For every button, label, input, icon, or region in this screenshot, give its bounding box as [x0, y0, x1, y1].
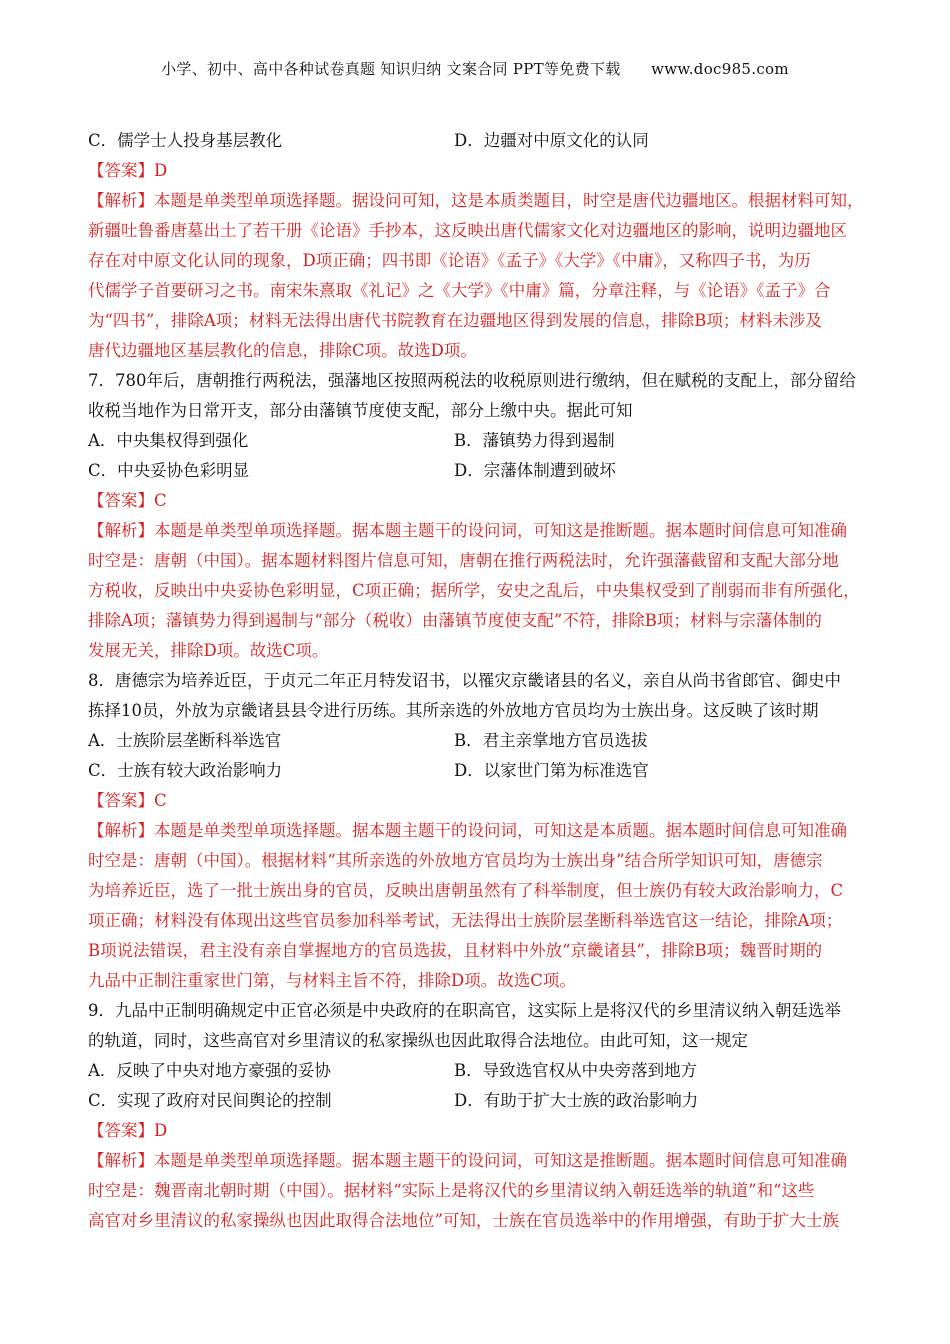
analysis-line: 【解析】本题是单类型单项选择题。据设问可知，这是本质类题目，时空是唐代边疆地区。根据材料可知， — [88, 191, 864, 210]
analysis-line: 存在对中原文化认同的现象，D项正确；四书即《论语》《孟子》《大学》《中庸》，又称四子书，为历 — [88, 251, 811, 270]
analysis-line: 【解析】本题是单类型单项选择题。据本题主题干的设问词，可知这是本质题。据本题时间信息可知准确 — [88, 821, 847, 840]
q7-answer: 【答案】C — [88, 491, 167, 510]
q8-option-c: C．士族有较大政治影响力 — [88, 761, 283, 780]
q7-analysis — [88, 516, 868, 666]
analysis-line: 时空是：魏晋南北朝时期（中国）。据材料“实际上是将汉代的乡里清议纳入朝廷选举的轨道”和“这些 — [88, 1181, 815, 1200]
analysis-line: 九品中正制注重家世门第，与材料主旨不符，排除D项。故选C项。 — [88, 971, 576, 990]
q6-answer: 【答案】D — [88, 161, 168, 180]
q7-options-row — [88, 426, 868, 456]
q6-option-c: C．儒学士人投身基层教化 — [88, 131, 283, 150]
analysis-line: 代儒学子首要研习之书。南宋朱熹取《礼记》之《大学》《中庸》篇，分章注释，与《论语》《孟子》合 — [88, 281, 831, 300]
analysis-line: 【解析】本题是单类型单项选择题。据本题主题干的设问词，可知这是推断题。据本题时间信息可知准确 — [88, 1151, 847, 1170]
analysis-line: 为“四书”，排除A项；材料无法得出唐代书院教育在边疆地区得到发展的信息，排除B项；材料未涉及 — [88, 311, 822, 330]
analysis-line: 发展无关，排除D项。故选C项。 — [88, 641, 329, 660]
document-body — [88, 126, 868, 1236]
stem-line: 7．780年后，唐朝推行两税法，强藩地区按照两税法的收税原则进行缴纳，但在赋税的支配上，部分留给 — [88, 371, 856, 390]
analysis-line: B项说法错误，君主没有亲自掌握地方的官员选拔，且材料中外放“京畿诸县”，排除B项；魏晋时期的 — [88, 941, 823, 960]
q9-options-row — [88, 1086, 868, 1116]
q8-option-b: B．君主亲掌地方官员选拔 — [454, 731, 648, 750]
q9-option-b: B．导致选官权从中央旁落到地方 — [454, 1061, 698, 1080]
stem-line: 拣择10员，外放为京畿诸县县令进行历练。其所亲选的外放地方官员均为士族出身。这反映了该时期 — [88, 701, 819, 720]
analysis-line: 时空是：唐朝（中国）。据本题材料图片信息可知，唐朝在推行两税法时，允许强藩截留和支配大部分地 — [88, 551, 839, 570]
q9-stem — [88, 996, 868, 1056]
q8-options-row — [88, 756, 868, 786]
q9-option-c: C．实现了政府对民间舆论的控制 — [88, 1091, 332, 1110]
analysis-line: 新疆吐鲁番唐墓出土了若干册《论语》手抄本，这反映出唐代儒家文化对边疆地区的影响，说明边疆地区 — [88, 221, 847, 240]
analysis-line: 高官对乡里清议的私家操纵也因此取得合法地位”可知，士族在官员选举中的作用增强，有助于扩大士族 — [88, 1211, 839, 1230]
q9-options-row — [88, 1056, 868, 1086]
stem-line: 的轨道，同时，这些高官对乡里清议的私家操纵也因此取得合法地位。由此可知，这一规定 — [88, 1031, 748, 1050]
page-header: 小学、初中、高中各种试卷真题 知识归纳 文案合同 PPT等免费下载 www.doc985.com — [161, 60, 789, 78]
analysis-line: 方税收，反映出中央妥协色彩明显，C项正确；据所学，安史之乱后，中央集权受到了削弱而非有所强化， — [88, 581, 860, 600]
q9-answer: 【答案】D — [88, 1121, 168, 1140]
q8-answer: 【答案】C — [88, 791, 167, 810]
q7-option-d: D．宗藩体制遭到破坏 — [454, 461, 616, 480]
q6-analysis — [88, 186, 868, 366]
analysis-line: 排除A项；藩镇势力得到遏制与“部分（税收）由藩镇节度使支配”不符，排除B项；材料与宗藩体制的 — [88, 611, 822, 630]
q6-option-d: D．边疆对中原文化的认同 — [454, 131, 649, 150]
q8-option-d: D．以家世门第为标准选官 — [454, 761, 649, 780]
stem-line: 8．唐德宗为培养近臣，于贞元二年正月特发诏书，以罹灾京畿诸县的名义，亲自从尚书省郎官、御史中 — [88, 671, 841, 690]
analysis-line: 【解析】本题是单类型单项选择题。据本题主题干的设问词，可知这是推断题。据本题时间信息可知准确 — [88, 521, 847, 540]
q7-option-b: B．藩镇势力得到遏制 — [454, 431, 615, 450]
analysis-line: 项正确；材料没有体现出这些官员参加科举考试，无法得出士族阶层垄断科举选官这一结论，排除A项； — [88, 911, 843, 930]
q9-option-a: A．反映了中央对地方豪强的妥协 — [88, 1061, 331, 1080]
analysis-line: 为培养近臣，选了一批士族出身的官员，反映出唐朝虽然有了科举制度，但士族仍有较大政治影响力，C — [88, 881, 844, 900]
stem-line: 收税当地作为日常开支，部分由藩镇节度使支配，部分上缴中央。据此可知 — [88, 401, 633, 420]
stem-line: 9．九品中正制明确规定中正官必须是中央政府的在职高官，这实际上是将汉代的乡里清议纳入朝廷选举 — [88, 1001, 841, 1020]
analysis-line: 唐代边疆地区基层教化的信息，排除C项。故选D项。 — [88, 341, 477, 360]
q7-stem — [88, 366, 868, 426]
q6-options-row — [88, 126, 868, 156]
q9-analysis — [88, 1146, 868, 1236]
q8-analysis — [88, 816, 868, 996]
q7-options-row — [88, 456, 868, 486]
analysis-line: 时空是：唐朝（中国）。根据材料“其所亲选的外放地方官员均为士族出身”结合所学知识可知，唐德宗 — [88, 851, 823, 870]
q7-option-a: A．中央集权得到强化 — [88, 431, 249, 450]
q8-option-a: A．士族阶层垄断科举选官 — [88, 731, 282, 750]
q8-stem — [88, 666, 868, 726]
q9-option-d: D．有助于扩大士族的政治影响力 — [454, 1091, 699, 1110]
q8-options-row — [88, 726, 868, 756]
q7-option-c: C．中央妥协色彩明显 — [88, 461, 250, 480]
